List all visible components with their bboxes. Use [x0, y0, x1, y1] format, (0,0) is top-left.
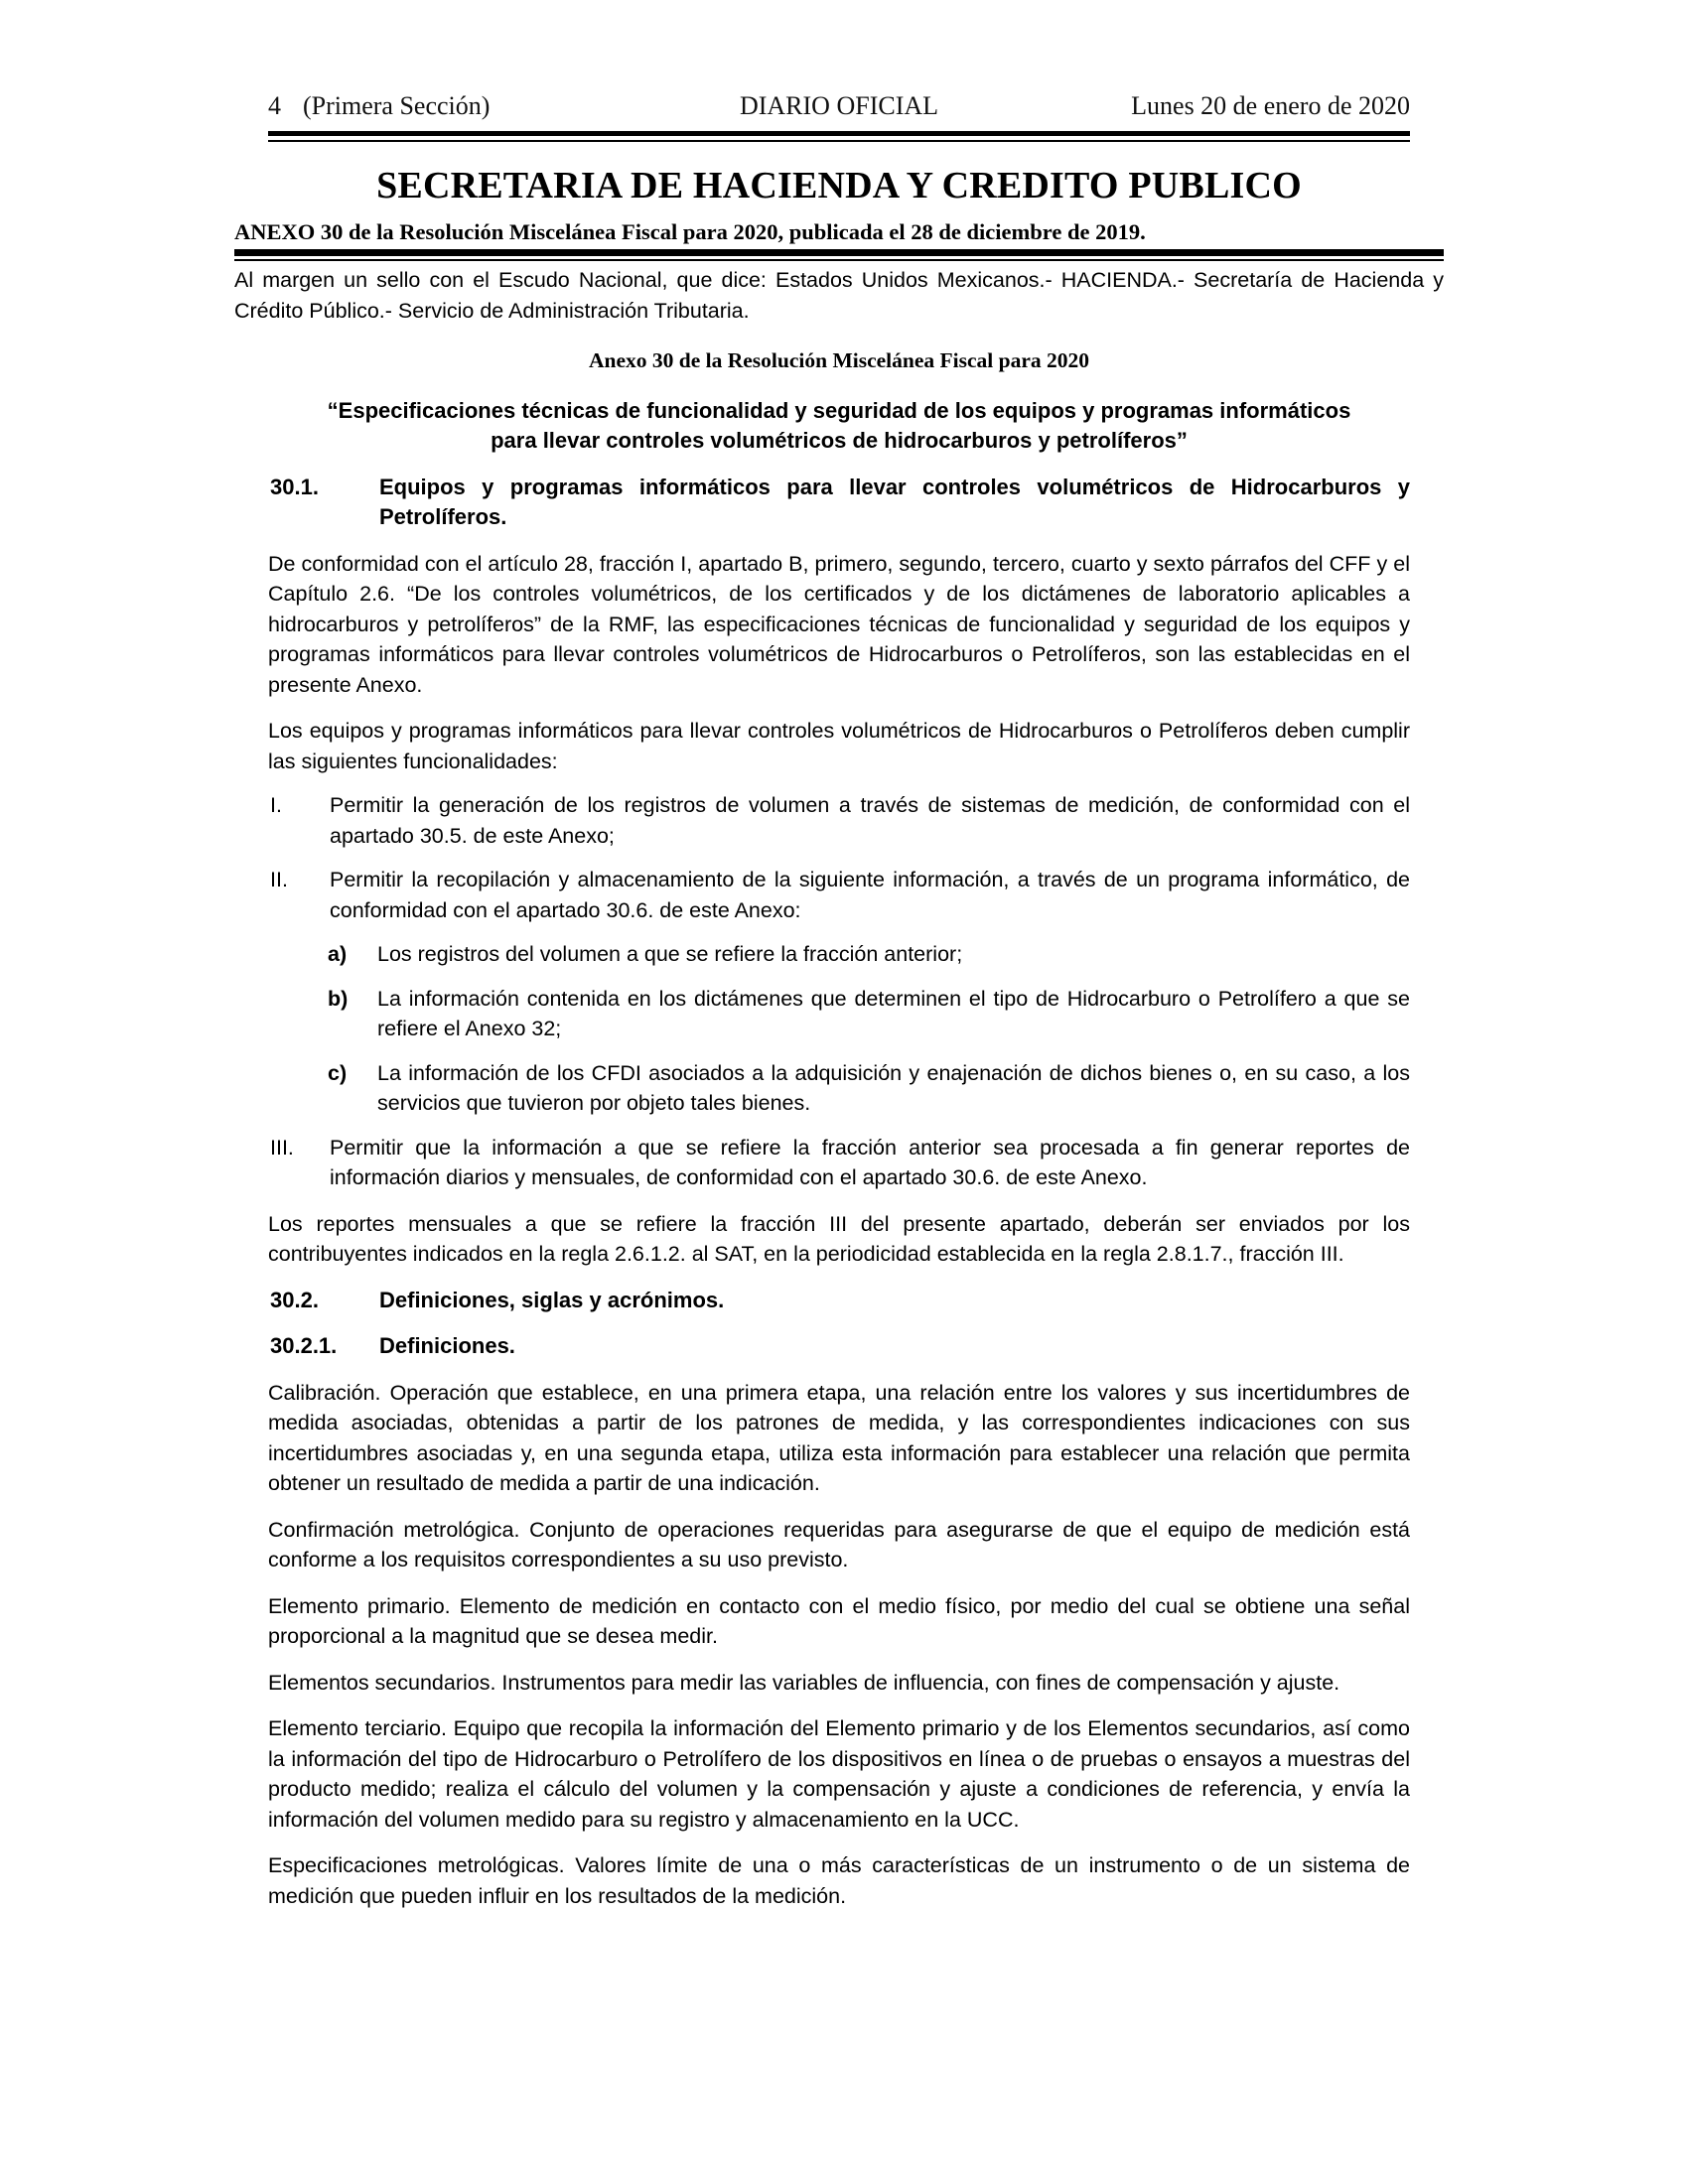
department-title: SECRETARIA DE HACIENDA Y CREDITO PUBLICO — [376, 165, 1302, 206]
annex-subtitle — [268, 396, 1410, 457]
fraction-text: Permitir la recopilación y almacenamiento de la siguiente información, a través de un programa informático, de conformidad con el apartado 30.6. de este Anexo: — [330, 868, 1410, 922]
header-rule — [268, 131, 1410, 142]
subitem-text: La información de los CFDI asociados a la adquisición y enajenación de dichos bienes o, en su caso, a los servicios que tuvieron por objeto tales bienes. — [377, 1060, 1410, 1115]
section-number: 30.2. — [270, 1287, 319, 1312]
annex-subtitle-line-2: para llevar controles volumétricos de hidrocarburos y petrolíferos” — [491, 428, 1188, 453]
running-head — [268, 91, 1410, 127]
subitem — [328, 939, 1410, 970]
section-title: Definiciones. — [379, 1333, 515, 1358]
section-title: Definiciones, siglas y acrónimos. — [379, 1287, 725, 1312]
paragraph: De conformidad con el artículo 28, fracción I, apartado B, primero, segundo, tercero, cuarto y sexto párrafos del CFF y el Capítulo 2.6. “De los controles volumétricos, de los certificados y de los dictámenes de laboratorio aplicables a hidrocarburos y petrolíferos” de la RMF, las especificaciones técnicas de funcionalidad y seguridad de los equipos y programas informáticos para llevar controles volumétricos de Hidrocarburos o Petrolíferos, son las establecidas en el presente Anexo. — [268, 551, 1410, 697]
definition-paragraph: Elementos secundarios. Instrumentos para medir las variables de influencia, con fines de compensación y ajuste. — [268, 1670, 1340, 1695]
definition-paragraph: Elemento primario. Elemento de medición en contacto con el medio físico, por medio del cual se obtiene una señal proporcional a la magnitud que se desea medir. — [268, 1593, 1410, 1648]
section-title: Equipos y programas informáticos para llevar controles volumétricos de Hidrocarburos y Petrolíferos. — [379, 474, 1410, 529]
section-number: 30.1. — [270, 474, 319, 499]
paragraph: Los reportes mensuales a que se refiere la fracción III del presente apartado, deberán ser enviados por los contribuyentes indicados en la regla 2.6.1.2. al SAT, en la periodicidad establecida en la regla 2.8.1.7., fracción III. — [268, 1211, 1410, 1266]
fraction-label: II. — [270, 868, 288, 891]
subitem — [328, 984, 1410, 1044]
fraction-text: Permitir que la información a que se refiere la fracción anterior sea procesada a fin generar reportes de información diarios y mensuales, de conformidad con el apartado 30.6. de este Anexo. — [330, 1135, 1410, 1189]
section-label: (Primera Sección) — [303, 91, 491, 120]
definition-paragraph: Confirmación metrológica. Conjunto de operaciones requeridas para asegurarse de que el equipo de medición está conforme a los requisitos correspondientes a su uso previsto. — [268, 1517, 1410, 1571]
fraction-text: Permitir la generación de los registros de volumen a través de sistemas de medición, de conformidad con el apartado 30.5. de este Anexo; — [330, 793, 1410, 848]
subitem-text: Los registros del volumen a que se refiere la fracción anterior; — [377, 942, 963, 966]
annex-subtitle-line-1: “Especificaciones técnicas de funcionalidad y seguridad de los equipos y programas informáticos — [327, 397, 1351, 423]
fraction-label: III. — [270, 1135, 294, 1160]
fraction-item — [268, 865, 1410, 925]
paragraph: Los equipos y programas informáticos para llevar controles volumétricos de Hidrocarburos o Petrolíferos deben cumplir las siguientes funcionalidades: — [268, 719, 1410, 773]
subitem-text: La información contenida en los dictámenes que determinen el tipo de Hidrocarburo o Petrolífero a que se refiere el Anexo 32; — [377, 986, 1410, 1040]
fraction-label: I. — [270, 793, 282, 817]
section-30-2-heading — [268, 1286, 1410, 1316]
heading-rule — [234, 249, 1444, 261]
document-page — [234, 91, 1444, 1911]
publication-date: Lunes 20 de enero de 2020 — [1131, 91, 1410, 120]
annex-title: Anexo 30 de la Resolución Miscelánea Fiscal para 2020 — [588, 348, 1090, 372]
page-number: 4 — [268, 91, 281, 120]
section-number: 30.2.1. — [270, 1333, 338, 1358]
subitem — [328, 1058, 1410, 1119]
fraction-item — [268, 1133, 1410, 1193]
definition-paragraph: Especificaciones metrológicas. Valores límite de una o más características de un instrumento o de un sistema de medición que pueden influir en los resultados de la medición. — [268, 1853, 1410, 1908]
subitem-label: c) — [328, 1060, 348, 1085]
subitem-label: a) — [328, 942, 348, 966]
section-30-1-heading — [268, 473, 1410, 533]
fraction-item — [268, 790, 1410, 851]
section-30-2-1-heading — [268, 1331, 1410, 1362]
definition-paragraph: Elemento terciario. Equipo que recopila la información del Elemento primario y de los Elementos secundarios, así como la información del tipo de Hidrocarburo o Petrolífero de los dispositivos en línea o de pruebas o ensayos a muestras del producto medido; realiza el cálculo del volumen y la compensación y ajuste a condiciones de referencia, y envía la información del volumen medido para su registro y almacenamiento en la UCC. — [268, 1716, 1410, 1832]
document-heading: ANEXO 30 de la Resolución Miscelánea Fiscal para 2020, publicada el 28 de diciembre de 2019. — [234, 219, 1146, 244]
subitem-label: b) — [328, 986, 349, 1011]
definition-paragraph: Calibración. Operación que establece, en una primera etapa, una relación entre los valores y sus incertidumbres de medida asociadas, obtenidas a partir de los patrones de medida, y las correspondientes indicaciones con sus incertidumbres asociadas y, en una segunda etapa, utiliza esta información para establecer una relación que permita obtener un resultado de medida a partir de una indicación. — [268, 1380, 1410, 1495]
publication-name: DIARIO OFICIAL — [739, 91, 939, 120]
document-body — [234, 265, 1444, 1911]
margin-note: Al margen un sello con el Escudo Nacional, que dice: Estados Unidos Mexicanos.- HACIENDA.- Secretaría de Hacienda y Crédito Público.- Servicio de Administración Tributaria. — [234, 268, 1444, 323]
